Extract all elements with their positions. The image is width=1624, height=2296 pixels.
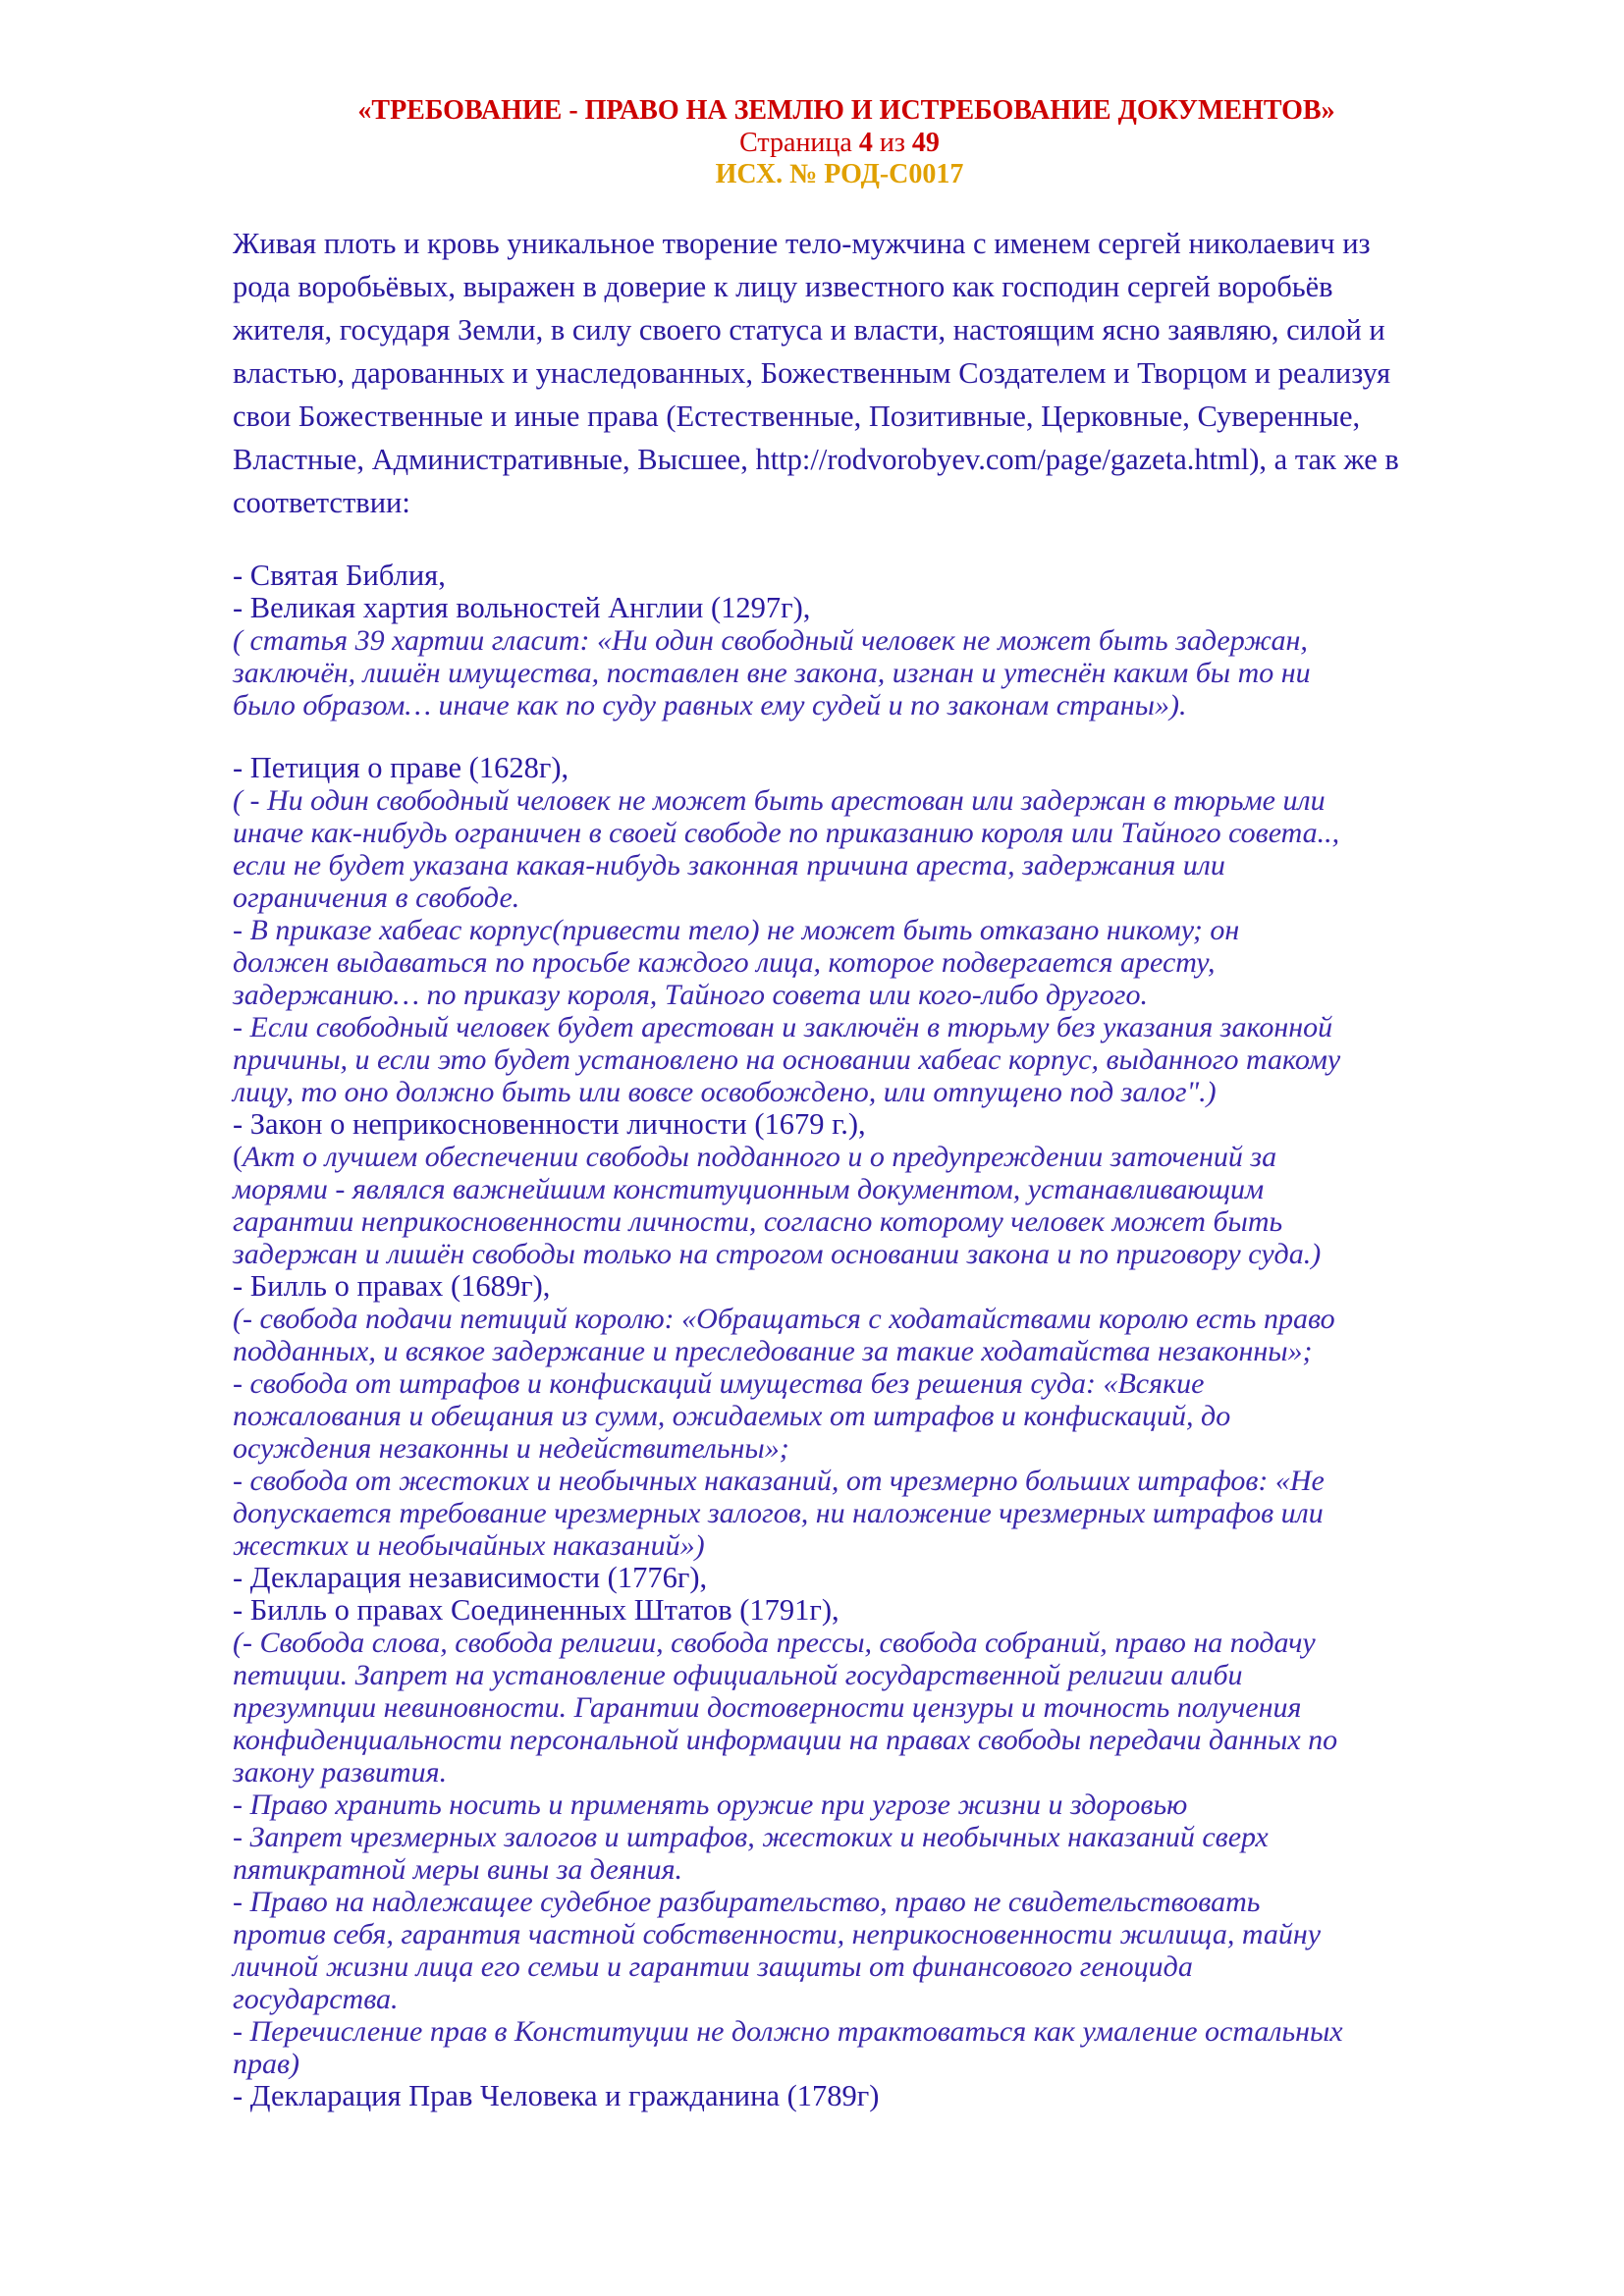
- reference-number: ИСХ. № РОД-С0017: [715, 159, 964, 189]
- quote-line: причины, и если это будет установлено на основании хабеас корпус, выданного такому: [233, 1043, 1341, 1076]
- page-total: 49: [911, 128, 940, 158]
- quote-line: презумпции невиновности. Гарантии достоверности цензуры и точность получения: [233, 1691, 1302, 1724]
- quote-line: конфиденциальности персональной информации на правах свободы передачи данных по: [233, 1724, 1338, 1756]
- quote-line: пожалования и обещания из сумм, ожидаемых от штрафов и конфискаций, до: [233, 1400, 1231, 1432]
- quote-line: гарантии неприкосновенности личности, согласно которому человек может быть: [233, 1205, 1283, 1238]
- quote-line: государства.: [233, 1983, 399, 2015]
- quote-line: задержан и лишён свободы только на строгом основании закона и по приговору суда.): [233, 1238, 1322, 1270]
- intro-line: жителя, государя Земли, в силу своего статуса и власти, настоящим ясно заявляю, силой и: [233, 313, 1385, 347]
- list-item: - Декларация независимости (1776г),: [233, 1561, 708, 1594]
- quote-line: если не будет указана какая-нибудь законная причина ареста, задержания или: [233, 849, 1225, 881]
- legal-sources-list: [233, 560, 1548, 2112]
- list-item: - Закон о неприкосновенности личности (1679 г.),: [233, 1107, 866, 1141]
- quote-line: пятикратной меры вины за деяния.: [233, 1853, 683, 1886]
- quote-line: - свобода от штрафов и конфискаций имущества без решения суда: «Всякие: [233, 1367, 1205, 1400]
- quote-line: ограничения в свободе.: [233, 881, 520, 914]
- quote-line: осуждения незаконны и недействительны»;: [233, 1432, 789, 1465]
- quote-line: морями - являлся важнейшим конституционным документом, устанавливающим: [233, 1173, 1265, 1205]
- quote-line: (- Свобода слова, свобода религии, свобода прессы, свобода собраний, право на подачу: [233, 1627, 1316, 1659]
- intro-line: свои Божественные и иные права (Естественные, Позитивные, Церковные, Суверенные,: [233, 400, 1361, 433]
- quote-line: закону развития.: [233, 1756, 448, 1789]
- quote-line: допускается требование чрезмерных залогов, ни наложение чрезмерных штрафов или: [233, 1497, 1324, 1529]
- quote-line: ( - Ни один свободный человек не может быть арестован или задержан в тюрьме или: [233, 784, 1326, 817]
- quote-line: было образом… иначе как по суду равных ему судей и по законам страны»).: [233, 689, 1187, 721]
- quote-line: против себя, гарантия частной собственности, неприкосновенности жилища, тайну: [233, 1918, 1322, 1950]
- intro-line: властью, дарованных и унаследованных, Божественным Создателем и Творцом и реализуя: [233, 356, 1391, 390]
- list-item: - Святая Библия,: [233, 559, 446, 592]
- quote-line: должен выдаваться по просьбе каждого лица, которое подвергается аресту,: [233, 946, 1216, 979]
- quote-line: петиции. Запрет на установление официальной государственной религии алиби: [233, 1659, 1243, 1691]
- page-number: 4: [858, 128, 873, 158]
- quote-line: заключён, лишён имущества, поставлен вне закона, изгнан и утеснён каким бы то ни: [233, 657, 1311, 689]
- paragraph-gap: [233, 721, 1548, 752]
- list-item: - Билль о правах (1689г),: [233, 1269, 551, 1303]
- quote-line: иначе как-нибудь ограничен в своей свободе по приказанию короля или Тайного совета..,: [233, 817, 1340, 849]
- quote-open-paren: (: [233, 1141, 243, 1173]
- list-item: - Петиция о праве (1628г),: [233, 751, 569, 784]
- intro-line: рода воробьёвых, выражен в доверие к лицу известного как господин сергей воробьёв: [233, 270, 1333, 303]
- quote-line: - Если свободный человек будет арестован и заключён в тюрьму без указания законной: [233, 1011, 1333, 1043]
- quote-line: [233, 1141, 1548, 1173]
- quote-line: подданных, и всякое задержание и преследование за такие ходатайства незаконны»;: [233, 1335, 1313, 1367]
- intro-line: Властные, Административные, Высшее, http://rodvorobyev.com/page/gazeta.html), а так же в: [233, 443, 1399, 476]
- document-title: «ТРЕБОВАНИЕ - ПРАВО НА ЗЕМЛЮ И ИСТРЕБОВАНИЕ ДОКУМЕНТОВ»: [357, 95, 1335, 126]
- quote-line: лицу, то оно должно быть или вовсе освобождено, или отпущено под залог".): [233, 1076, 1217, 1108]
- page-counter: [55, 128, 1624, 159]
- quote-line: - Запрет чрезмерных залогов и штрафов, жестоких и необычных наказаний сверх: [233, 1821, 1269, 1853]
- page-header: [0, 94, 1624, 190]
- list-item: - Декларация Прав Человека и гражданина (1789г): [233, 2079, 880, 2112]
- quote-line: жестких и необычайных наказаний»): [233, 1529, 705, 1562]
- quote-line: прав): [233, 2048, 300, 2080]
- quote-line: - Право на надлежащее судебное разбирательство, право не свидетельствовать: [233, 1886, 1261, 1918]
- intro-line: соответствии:: [233, 486, 410, 519]
- intro-line: Живая плоть и кровь уникальное творение тело-мужчина с именем сергей николаевич из: [233, 227, 1371, 260]
- quote-line: - свобода от жестоких и необычных наказаний, от чрезмерно больших штрафов: «Не: [233, 1465, 1325, 1497]
- quote-line: - Перечисление прав в Конституции не должно трактоваться как умаление остальных: [233, 2015, 1343, 2048]
- quote-text: Акт о лучшем обеспечении свободы подданного и о предупреждении заточений за: [243, 1141, 1277, 1173]
- page-counter-of: из: [872, 128, 912, 158]
- quote-line: - Право хранить носить и применять оружие при угрозе жизни и здоровью: [233, 1789, 1188, 1821]
- list-item: - Билль о правах Соединенных Штатов (1791г),: [233, 1593, 839, 1627]
- quote-line: ( статья 39 хартии гласит: «Ни один свободный человек не может быть задержан,: [233, 624, 1308, 657]
- quote-line: личной жизни лица его семьи и гарантии защиты от финансового геноцида: [233, 1950, 1193, 1983]
- intro-paragraph: [233, 222, 1548, 524]
- document-body: [233, 222, 1548, 2112]
- quote-line: - В приказе хабеас корпус(привести тело) не может быть отказано никому; он: [233, 914, 1240, 946]
- quote-line: задержанию… по приказу короля, Тайного совета или кого-либо другого.: [233, 979, 1148, 1011]
- list-item: - Великая хартия вольностей Англии (1297г),: [233, 591, 811, 624]
- page-counter-prefix: Страница: [739, 128, 859, 158]
- quote-line: (- свобода подачи петиций королю: «Обращаться с ходатайствами королю есть право: [233, 1303, 1335, 1335]
